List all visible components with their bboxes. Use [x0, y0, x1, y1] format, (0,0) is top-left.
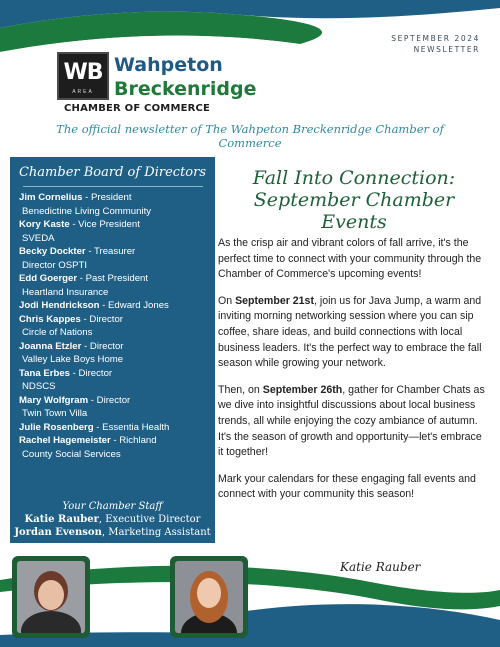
paragraph-text: , join us for Java Jump, a warm and inviting morning networking session where you can sip coffee, share ideas, and build connections with local business leaders. It's the perfect way to embrace the fall season while growing your network.	[218, 294, 482, 370]
member-name: Mary Wolfgram	[19, 394, 89, 406]
member-organization: Heartland Insurance	[22, 286, 109, 298]
member-organization: Director OSPTI	[22, 259, 88, 271]
board-member	[19, 272, 215, 299]
member-name: Rachel Hagemeister	[19, 435, 111, 446]
event-date: September 26th	[262, 383, 343, 396]
member-role: - Director	[80, 313, 123, 325]
board-member	[19, 434, 215, 461]
issue-label	[391, 33, 480, 55]
member-organization: Circle of Nations	[22, 327, 93, 338]
event-date: September 21st	[235, 294, 314, 307]
member-organization: Twin Town Villa	[22, 408, 88, 419]
article-paragraph-intro: As the crisp air and vibrant colors of fall arrive, it's the perfect time to connect with your community through the Chamber of Commerce's upcoming events!	[218, 237, 482, 281]
logo-wahpeton: Wahpeton	[114, 54, 223, 76]
article-paragraph-chamber-chats	[218, 383, 488, 461]
member-organization: Valley Lake Boys Home	[22, 354, 124, 365]
member-role: - Vice President	[69, 219, 140, 230]
member-role: - Director	[88, 394, 131, 406]
board-member	[19, 245, 215, 272]
member-role: - Director	[81, 340, 124, 352]
member-organization: Benedictine Living Community	[22, 205, 152, 217]
member-organization: NDSCS	[22, 381, 56, 392]
logo-mark-sub: AREA	[72, 89, 94, 95]
member-role: - Edward Jones	[99, 300, 169, 311]
board-member	[19, 340, 215, 367]
board-member	[19, 191, 215, 218]
article-paragraph-java-jump	[218, 294, 488, 372]
board-member	[19, 313, 215, 340]
staff-photo-frame	[12, 556, 90, 638]
member-name: Jodi Hendrickson	[19, 300, 100, 311]
member-name: Tana Erbes	[19, 367, 71, 379]
logo-chamber-of-commerce: CHAMBER OF COMMERCE	[64, 103, 211, 114]
logo-mark-text: WB	[63, 60, 103, 85]
member-name: Becky Dockter	[19, 246, 86, 257]
paragraph-text: Then, on	[218, 383, 263, 396]
member-role: - Treasurer	[85, 246, 136, 257]
member-role: - President	[82, 192, 132, 203]
staff-photo	[17, 561, 85, 633]
member-role: - Richland	[110, 435, 157, 446]
board-title-divider	[23, 186, 203, 187]
member-organization: SVEDA	[22, 232, 55, 244]
staff-name: Katie Rauber	[24, 514, 99, 525]
board-of-directors-panel	[10, 157, 215, 543]
member-role: - Essentia Health	[93, 421, 170, 433]
member-name: Chris Kappes	[19, 313, 81, 325]
chamber-staff	[10, 501, 215, 540]
board-member	[19, 394, 215, 421]
board-member	[19, 218, 215, 245]
article-headline: Fall Into Connection: September Chamber Events	[252, 167, 456, 233]
paragraph-text: On	[218, 294, 236, 307]
member-name: Kory Kaste	[19, 219, 70, 230]
board-member	[19, 299, 215, 313]
issue-month: SEPTEMBER 2024	[391, 34, 480, 43]
paragraph-text: , gather for Chamber Chats as we dive into insightful discussions about local business trends, all while enjoying the cozy ambiance of autumn. It's the season of growth and opportunity—let's embrace it together!	[218, 383, 485, 459]
chamber-logo-mark	[57, 52, 109, 100]
article-body	[218, 236, 488, 514]
member-role: - Director	[70, 367, 113, 379]
newsletter-tagline: The official newsletter of The Wahpeton Breckenridge Chamber of Commerce	[56, 122, 444, 150]
signature: Katie Rauber	[340, 560, 421, 574]
board-member-list	[10, 191, 215, 461]
member-name: Joanna Etzler	[19, 340, 82, 352]
member-name: Julie Rosenberg	[19, 421, 94, 433]
staff-photo-frame	[170, 556, 248, 638]
staff-name: Jordan Evenson	[14, 526, 102, 538]
member-role: - Past President	[77, 273, 149, 284]
staff-role: , Executive Director	[98, 514, 201, 525]
staff-title: Your Chamber Staff	[62, 500, 163, 512]
staff-member	[10, 527, 215, 540]
staff-member	[10, 514, 215, 527]
staff-photo	[175, 561, 243, 633]
article-paragraph-closing: Mark your calendars for these engaging fall events and connect with your community this season!	[218, 472, 476, 501]
logo-breckenridge: Breckenridge	[114, 78, 257, 100]
member-name: Jim Cornelius	[19, 192, 83, 203]
board-member	[19, 421, 215, 435]
member-name: Edd Goerger	[19, 273, 78, 284]
board-title: Chamber Board of Directors	[18, 165, 207, 180]
staff-role: , Marketing Assistant	[101, 526, 211, 538]
board-member	[19, 367, 215, 394]
staff-list	[10, 514, 215, 539]
member-organization: County Social Services	[22, 448, 121, 460]
issue-type: NEWSLETTER	[413, 45, 480, 54]
